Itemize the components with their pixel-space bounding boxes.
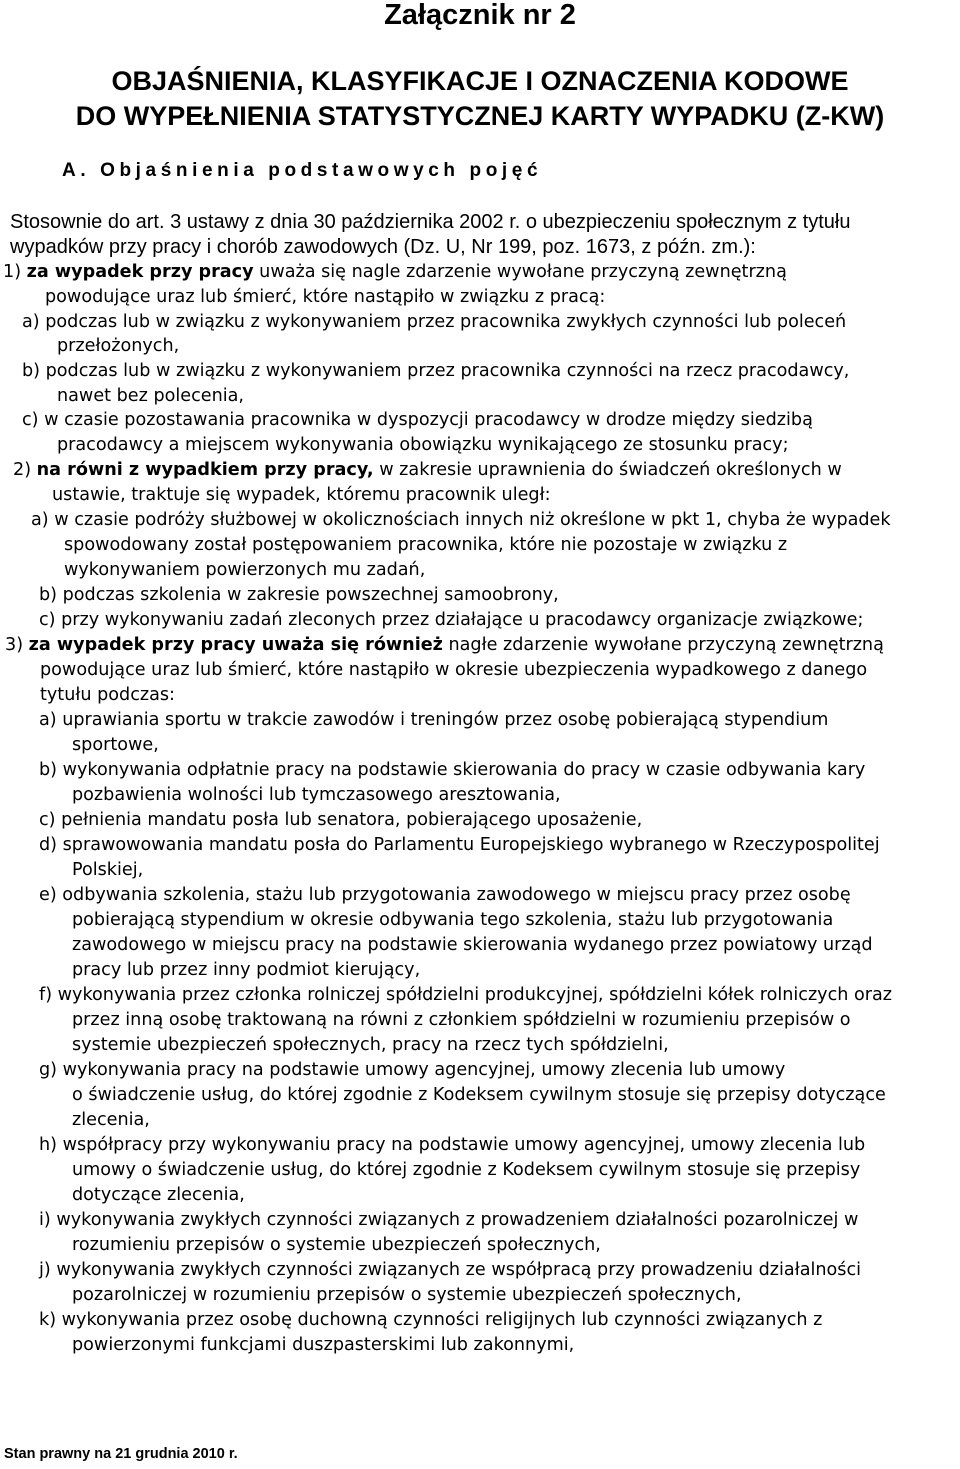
defined-term: za wypadek przy pracy uważa się również [28, 635, 443, 655]
line-text: 2) [13, 460, 37, 480]
text-line [39, 1058, 785, 1082]
document-title: Załącznik nr 2 [384, 0, 576, 31]
line-text: umowy o świadczenie usług, do której zgodnie z Kodeksem cywilnym stosuje się przepisy [72, 1160, 861, 1180]
text-line [39, 758, 865, 782]
text-line [39, 1208, 858, 1232]
line-text: 1) [3, 262, 27, 282]
text-line [57, 433, 789, 457]
text-line [31, 508, 891, 532]
line-text: a) podczas lub w związku z wykonywaniem przez pracownika zwykłych czynności lub poleceń [22, 312, 847, 332]
line-text: pracodawcy a miejscem wykonywania obowiązku wynikającego ze stosunku pracy; [57, 435, 789, 455]
line-text: a) uprawiania sportu w trakcie zawodów i treningów przez osobę pobierającą stypendium [39, 710, 829, 730]
line-text: powodujące uraz lub śmierć, które nastąpiło w związku z pracą: [45, 287, 606, 307]
line-text: pracy lub przez inny podmiot kierujący, [72, 960, 421, 980]
document-heading-line1: OBJAŚNIENIA, KLASYFIKACJE I OZNACZENIA KODOWE [111, 66, 849, 96]
text-line [72, 1283, 742, 1307]
line-text: j) wykonywania zwykłych czynności związanych ze współpracą przy prowadzeniu działalności [39, 1260, 862, 1280]
text-line [22, 359, 849, 383]
line-text: tytułu podczas: [40, 685, 175, 705]
text-line [72, 1333, 574, 1357]
defined-term: na równi z wypadkiem przy pracy, [36, 460, 374, 480]
line-text: d) sprawowowania mandatu posła do Parlamentu Europejskiego wybranego w Rzeczypospolitej [39, 835, 880, 855]
line-text: rozumieniu przepisów o systemie ubezpieczeń społecznych, [72, 1235, 601, 1255]
line-text: e) odbywania szkolenia, stażu lub przygotowania zawodowego w miejscu pracy przez osobę [39, 885, 851, 905]
text-line [72, 1033, 669, 1057]
text-line [72, 1083, 886, 1107]
section-a-heading: A. Objaśnienia podstawowych pojęć [62, 160, 543, 181]
text-line [39, 708, 828, 732]
text-line [72, 733, 159, 757]
text-line [39, 833, 880, 857]
text-line [52, 483, 551, 507]
intro-line-1: Stosownie do art. 3 ustawy z dnia 30 października 2002 r. o ubezpieczeniu społecznym z tytułu [10, 211, 851, 233]
line-text: powierzonymi funkcjami duszpasterskimi lub zakonnymi, [72, 1335, 575, 1355]
text-line [13, 458, 842, 482]
text-line [72, 1108, 150, 1132]
text-line [64, 533, 787, 557]
line-text: 3) [5, 635, 29, 655]
line-text: sportowe, [72, 735, 159, 755]
line-text: b) podczas szkolenia w zakresie powszechnej samoobrony, [39, 585, 559, 605]
text-line [39, 1133, 865, 1157]
text-line [72, 1233, 601, 1257]
line-text: b) wykonywania odpłatnie pracy na podstawie skierowania do pracy w czasie odbywania kary [39, 760, 866, 780]
line-text: Polskiej, [72, 860, 144, 880]
line-text: przełożonych, [57, 336, 180, 356]
text-line [3, 260, 787, 284]
defined-term: za wypadek przy pracy [26, 262, 254, 282]
line-text: ustawie, traktuje się wypadek, któremu pracownik uległ: [52, 485, 551, 505]
line-text: zawodowego w miejscu pracy na podstawie skierowania wydanego przez powiatowy urząd [72, 935, 873, 955]
line-text: i) wykonywania zwykłych czynności związanych z prowadzeniem działalności pozarolniczej w [39, 1210, 859, 1230]
intro-line-2: wypadków przy pracy i chorób zawodowych (Dz. U, Nr 199, poz. 1673, z późn. zm.): [10, 236, 756, 258]
line-text: c) w czasie pozostawania pracownika w dyspozycji pracodawcy w drodze między siedzibą [22, 410, 813, 430]
text-line [64, 558, 425, 582]
text-line [39, 883, 851, 907]
text-line [72, 783, 561, 807]
text-line [22, 408, 813, 432]
line-text: pozbawienia wolności lub tymczasowego aresztowania, [72, 785, 561, 805]
text-line [57, 334, 179, 358]
line-text: h) współpracy przy wykonywaniu pracy na podstawie umowy agencyjnej, umowy zlecenia lub [39, 1135, 866, 1155]
line-text: systemie ubezpieczeń społecznych, pracy na rzecz tych spółdzielni, [72, 1035, 669, 1055]
text-line [22, 310, 846, 334]
text-line [39, 608, 863, 632]
line-text: f) wykonywania przez członka rolniczej spółdzielni produkcyjnej, spółdzielni kółek rolniczych oraz [39, 985, 893, 1005]
line-text: powodujące uraz lub śmierć, które nastąpiło w okresie ubezpieczenia wypadkowego z danego [40, 660, 868, 680]
text-line [57, 384, 244, 408]
document-heading-line2: DO WYPEŁNIENIA STATYSTYCZNEJ KARTY WYPADKU (Z-KW) [75, 101, 885, 131]
text-line [5, 633, 884, 657]
line-text-continued: uważa się nagle zdarzenie wywołane przyczyną zewnętrzną [253, 262, 787, 282]
text-line [72, 908, 833, 932]
line-text: przez inną osobę traktowaną na równi z członkiem spółdzielni w rozumieniu przepisów o [72, 1010, 851, 1030]
line-text: c) przy wykonywaniu zadań zleconych przez działające u pracodawcy organizacje związkowe; [39, 610, 864, 630]
line-text: o świadczenie usług, do której zgodnie z Kodeksem cywilnym stosuje się przepisy dotyczące [72, 1085, 886, 1105]
text-line [45, 285, 605, 309]
text-line [39, 1258, 861, 1282]
line-text-continued: nagłe zdarzenie wywołane przyczyną zewnętrzną [442, 635, 884, 655]
text-line [72, 933, 873, 957]
line-text: spowodowany został postępowaniem pracownika, które nie pozostaje w związku z [64, 535, 788, 555]
text-line [72, 1008, 851, 1032]
line-text: b) podczas lub w związku z wykonywaniem przez pracownika czynności na rzecz pracodawcy, [22, 361, 850, 381]
line-text: nawet bez polecenia, [57, 386, 245, 406]
text-line [39, 1308, 822, 1332]
text-line [39, 983, 892, 1007]
line-text: k) wykonywania przez osobę duchowną czynności religijnych lub czynności związanych z [39, 1310, 823, 1330]
line-text: c) pełnienia mandatu posła lub senatora, pobierającego uposażenie, [39, 810, 643, 830]
text-line [40, 658, 867, 682]
line-text-continued: w zakresie uprawnienia do świadczeń określonych w [373, 460, 842, 480]
line-text: pobierającą stypendium w okresie odbywania tego szkolenia, stażu lub przygotowania [72, 910, 834, 930]
line-text: zlecenia, [72, 1110, 150, 1130]
text-line [39, 583, 559, 607]
text-line [72, 958, 420, 982]
legal-status-footer: Stan prawny na 21 grudnia 2010 r. [4, 1446, 238, 1462]
line-text: dotyczące zlecenia, [72, 1185, 245, 1205]
text-line [72, 1158, 860, 1182]
text-line [72, 1183, 245, 1207]
text-line [72, 858, 143, 882]
text-line [40, 683, 175, 707]
line-text: wykonywaniem powierzonych mu zadań, [64, 560, 426, 580]
line-text: a) w czasie podróży służbowej w okolicznościach innych niż określone w pkt 1, chyba że wypadek [31, 510, 891, 530]
line-text: g) wykonywania pracy na podstawie umowy agencyjnej, umowy zlecenia lub umowy [39, 1060, 786, 1080]
text-line [39, 808, 642, 832]
line-text: pozarolniczej w rozumieniu przepisów o systemie ubezpieczeń społecznych, [72, 1285, 742, 1305]
